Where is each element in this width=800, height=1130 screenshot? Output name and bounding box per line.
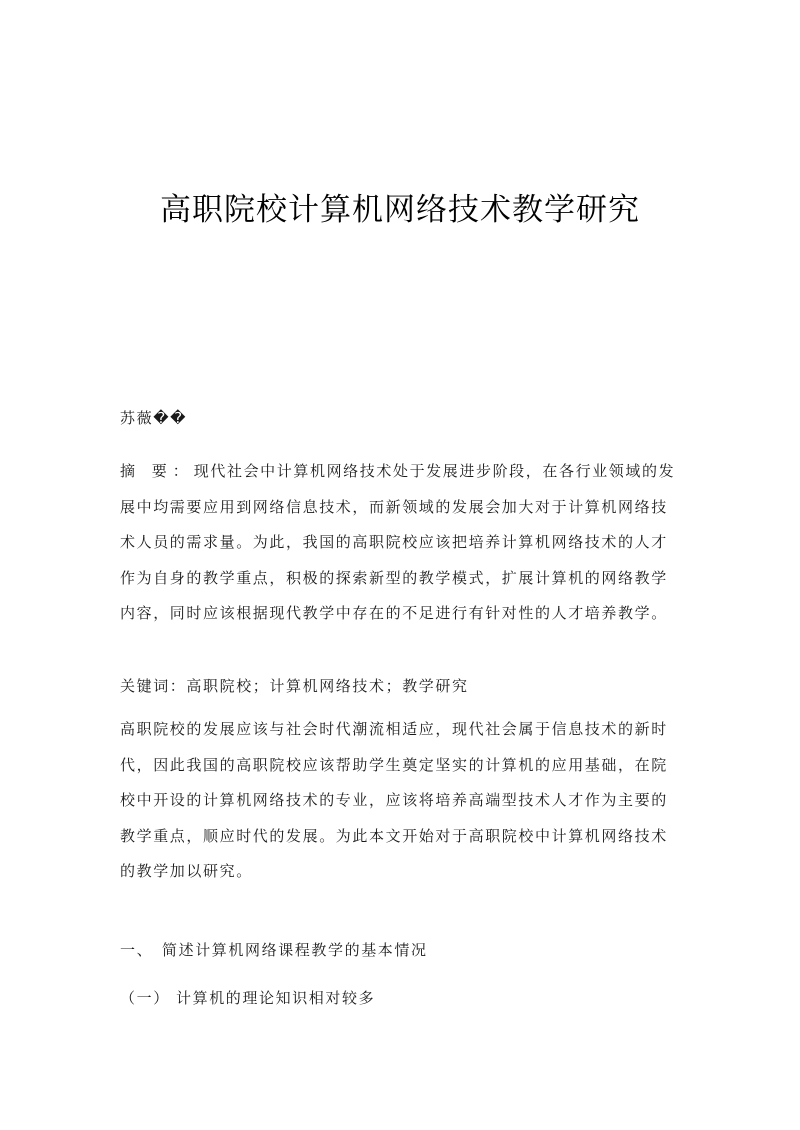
section-number: 一、	[120, 941, 154, 959]
section-title: 简述计算机网络课程教学的基本情况	[162, 941, 428, 959]
author-name: 苏薇��	[120, 409, 188, 427]
section-heading-1	[120, 936, 680, 964]
subsection-heading-1-1	[120, 984, 680, 1012]
intro-paragraph: 高职院校的发展应该与社会时代潮流相适应，现代社会属于信息技术的新时代，因此我国的高职院校应该帮助学生奠定坚实的计算机的应用基础，在院校中开设的计算机网络技术的专业，应该将培养高端型技术人才作为主要的教学重点，顺应时代的发展。为此本文开始对于高职院校中计算机网络技术的教学加以研究。	[120, 720, 668, 880]
abstract-label: 摘 要：	[120, 462, 194, 480]
document-title: 高职院校计算机网络技术教学研究	[160, 192, 640, 228]
keywords-line: 关键词：高职院校；计算机网络技术；教学研究	[120, 677, 469, 695]
abstract-text: 现代社会中计算机网络技术处于发展进步阶段，在各行业领域的发展中均需要应用到网络信息技术，而新领域的发展会加大对于计算机网络技术人员的需求量。为此，我国的高职院校应该把培养计算机网络技术的人才作为自身的教学重点，积极的探索新型的教学模式，扩展计算机的网络教学内容，同时应该根据现代教学中存在的不足进行有针对性的人才培养教学。	[120, 462, 676, 622]
abstract-paragraph	[120, 454, 680, 632]
subsection-number: （一）	[120, 989, 170, 1007]
subsection-title: 计算机的理论知识相对较多	[176, 989, 376, 1007]
